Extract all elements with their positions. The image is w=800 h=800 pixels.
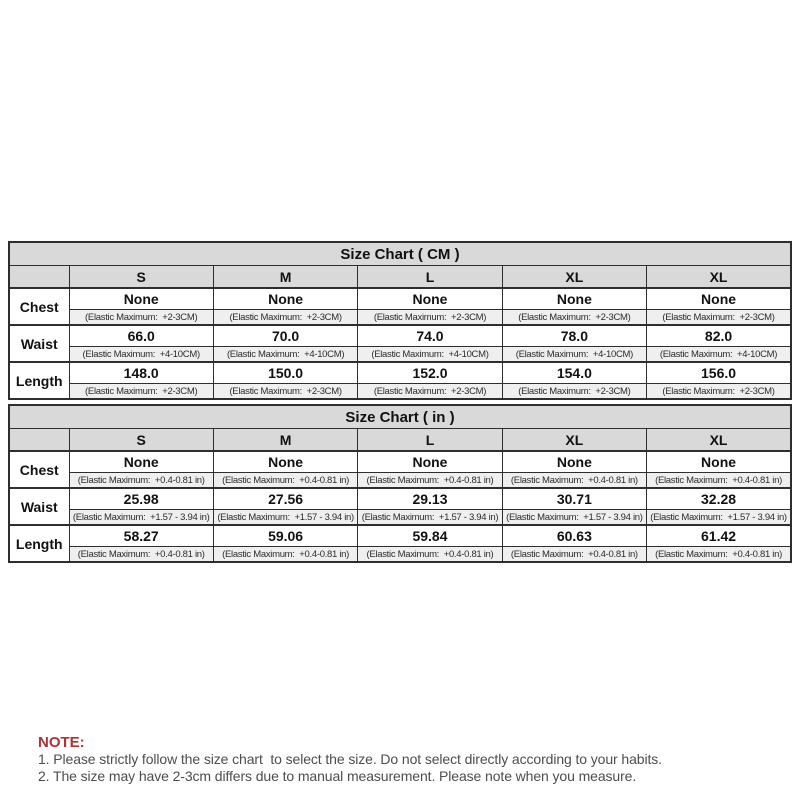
elastic-note-cell: (Elastic Maximum: +1.57 - 3.94 in) bbox=[358, 510, 502, 526]
size-column-header: L bbox=[358, 429, 502, 452]
elastic-note-cell: (Elastic Maximum: +0.4-0.81 in) bbox=[358, 547, 502, 563]
elastic-note-cell: (Elastic Maximum: +0.4-0.81 in) bbox=[502, 473, 646, 489]
value-cell: 59.06 bbox=[213, 525, 357, 547]
elastic-note-cell: (Elastic Maximum: +0.4-0.81 in) bbox=[213, 473, 357, 489]
elastic-note-cell: (Elastic Maximum: +2-3CM) bbox=[647, 384, 791, 400]
value-cell: None bbox=[502, 451, 646, 473]
elastic-note-cell: (Elastic Maximum: +2-3CM) bbox=[69, 384, 213, 400]
cm-title-row bbox=[9, 242, 791, 266]
note-heading: NOTE: bbox=[38, 734, 85, 751]
note-line: 2. The size may have 2-3cm differs due to manual measurement. Please note when you measure. bbox=[38, 768, 637, 784]
note-line: 1. Please strictly follow the size chart to select the size. Do not select directly according to your habits. bbox=[38, 751, 662, 767]
row-label: Chest bbox=[9, 288, 69, 325]
value-cell: 30.71 bbox=[502, 488, 646, 510]
size-column-header: M bbox=[213, 429, 357, 452]
table-row bbox=[9, 325, 791, 347]
table-row bbox=[9, 488, 791, 510]
elastic-note-cell: (Elastic Maximum: +0.4-0.81 in) bbox=[647, 547, 791, 563]
value-cell: 148.0 bbox=[69, 362, 213, 384]
in-title-row bbox=[9, 405, 791, 429]
cm-header-row bbox=[9, 266, 791, 289]
value-cell: None bbox=[502, 288, 646, 310]
table-title: Size Chart ( in ) bbox=[9, 405, 791, 429]
value-cell: None bbox=[358, 451, 502, 473]
elastic-note-cell: (Elastic Maximum: +1.57 - 3.94 in) bbox=[647, 510, 791, 526]
value-cell: None bbox=[647, 451, 791, 473]
elastic-note-cell: (Elastic Maximum: +2-3CM) bbox=[213, 384, 357, 400]
table-row bbox=[9, 384, 791, 400]
elastic-note-cell: (Elastic Maximum: +2-3CM) bbox=[69, 310, 213, 326]
value-cell: 66.0 bbox=[69, 325, 213, 347]
row-label: Length bbox=[9, 525, 69, 562]
corner-cell bbox=[9, 429, 69, 452]
size-column-header: XL bbox=[647, 429, 791, 452]
value-cell: 60.63 bbox=[502, 525, 646, 547]
value-cell: 29.13 bbox=[358, 488, 502, 510]
elastic-note-cell: (Elastic Maximum: +4-10CM) bbox=[358, 347, 502, 363]
value-cell: 59.84 bbox=[358, 525, 502, 547]
table-row bbox=[9, 288, 791, 310]
value-cell: None bbox=[647, 288, 791, 310]
size-column-header: XL bbox=[502, 429, 646, 452]
value-cell: 152.0 bbox=[358, 362, 502, 384]
elastic-note-cell: (Elastic Maximum: +2-3CM) bbox=[647, 310, 791, 326]
elastic-note-cell: (Elastic Maximum: +4-10CM) bbox=[647, 347, 791, 363]
table-row bbox=[9, 451, 791, 473]
elastic-note-cell: (Elastic Maximum: +2-3CM) bbox=[502, 384, 646, 400]
in-header-row bbox=[9, 429, 791, 452]
value-cell: None bbox=[69, 288, 213, 310]
note-section bbox=[38, 734, 662, 785]
elastic-note-cell: (Elastic Maximum: +0.4-0.81 in) bbox=[69, 473, 213, 489]
elastic-note-cell: (Elastic Maximum: +0.4-0.81 in) bbox=[647, 473, 791, 489]
elastic-note-cell: (Elastic Maximum: +2-3CM) bbox=[358, 384, 502, 400]
size-column-header: S bbox=[69, 266, 213, 289]
value-cell: 70.0 bbox=[213, 325, 357, 347]
elastic-note-cell: (Elastic Maximum: +2-3CM) bbox=[502, 310, 646, 326]
elastic-note-cell: (Elastic Maximum: +0.4-0.81 in) bbox=[358, 473, 502, 489]
value-cell: 156.0 bbox=[647, 362, 791, 384]
elastic-note-cell: (Elastic Maximum: +2-3CM) bbox=[213, 310, 357, 326]
table-row bbox=[9, 362, 791, 384]
elastic-note-cell: (Elastic Maximum: +1.57 - 3.94 in) bbox=[502, 510, 646, 526]
value-cell: 78.0 bbox=[502, 325, 646, 347]
corner-cell bbox=[9, 266, 69, 289]
row-label: Length bbox=[9, 362, 69, 399]
table-row bbox=[9, 510, 791, 526]
table-row bbox=[9, 547, 791, 563]
size-chart-in-table bbox=[8, 404, 792, 563]
size-column-header: XL bbox=[647, 266, 791, 289]
value-cell: None bbox=[213, 288, 357, 310]
size-column-header: L bbox=[358, 266, 502, 289]
elastic-note-cell: (Elastic Maximum: +4-10CM) bbox=[213, 347, 357, 363]
elastic-note-cell: (Elastic Maximum: +2-3CM) bbox=[358, 310, 502, 326]
size-chart-cm-table bbox=[8, 241, 792, 400]
value-cell: 58.27 bbox=[69, 525, 213, 547]
table-row bbox=[9, 310, 791, 326]
table-title: Size Chart ( CM ) bbox=[9, 242, 791, 266]
value-cell: 25.98 bbox=[69, 488, 213, 510]
row-label: Waist bbox=[9, 488, 69, 525]
elastic-note-cell: (Elastic Maximum: +0.4-0.81 in) bbox=[502, 547, 646, 563]
elastic-note-cell: (Elastic Maximum: +4-10CM) bbox=[69, 347, 213, 363]
row-label: Waist bbox=[9, 325, 69, 362]
value-cell: 150.0 bbox=[213, 362, 357, 384]
value-cell: 32.28 bbox=[647, 488, 791, 510]
value-cell: 82.0 bbox=[647, 325, 791, 347]
table-row bbox=[9, 347, 791, 363]
row-label: Chest bbox=[9, 451, 69, 488]
size-column-header: XL bbox=[502, 266, 646, 289]
size-column-header: S bbox=[69, 429, 213, 452]
size-column-header: M bbox=[213, 266, 357, 289]
elastic-note-cell: (Elastic Maximum: +0.4-0.81 in) bbox=[69, 547, 213, 563]
table-row bbox=[9, 473, 791, 489]
elastic-note-cell: (Elastic Maximum: +0.4-0.81 in) bbox=[213, 547, 357, 563]
value-cell: 154.0 bbox=[502, 362, 646, 384]
value-cell: 27.56 bbox=[213, 488, 357, 510]
value-cell: None bbox=[213, 451, 357, 473]
value-cell: 74.0 bbox=[358, 325, 502, 347]
elastic-note-cell: (Elastic Maximum: +4-10CM) bbox=[502, 347, 646, 363]
value-cell: None bbox=[358, 288, 502, 310]
value-cell: None bbox=[69, 451, 213, 473]
value-cell: 61.42 bbox=[647, 525, 791, 547]
elastic-note-cell: (Elastic Maximum: +1.57 - 3.94 in) bbox=[69, 510, 213, 526]
elastic-note-cell: (Elastic Maximum: +1.57 - 3.94 in) bbox=[213, 510, 357, 526]
table-row bbox=[9, 525, 791, 547]
